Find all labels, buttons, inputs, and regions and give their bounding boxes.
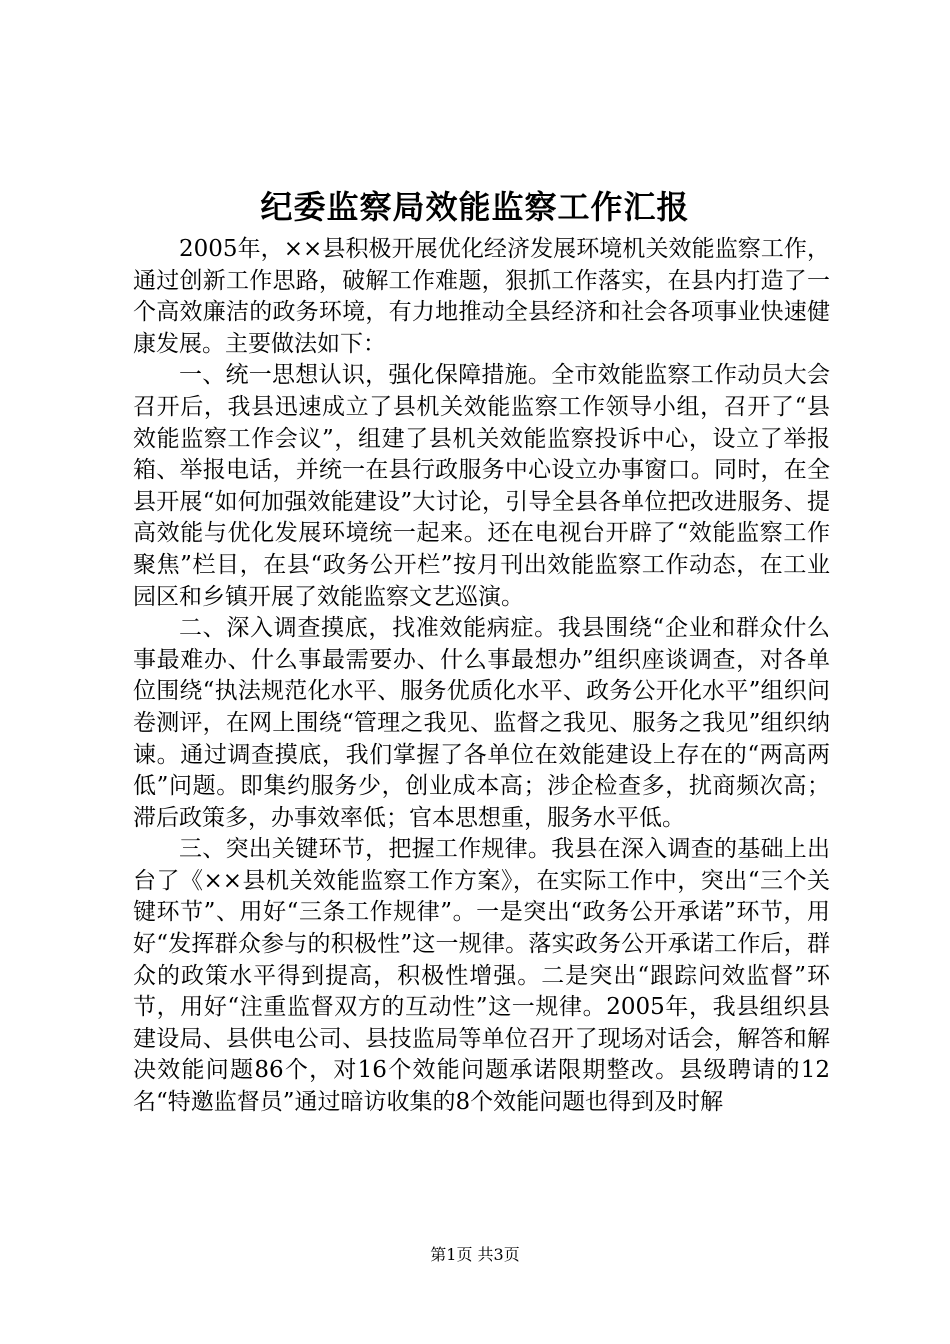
document-title: 纪委监察局效能监察工作汇报 <box>260 188 690 226</box>
page-number-footer: 第1页 共3页 <box>430 1245 520 1264</box>
paragraph-intro: 2005年，××县积极开展优化经济发展环境机关效能监察工作，通过创新工作思路，破解工作难题，狠抓工作落实，在县内打造了一个高效廉洁的政务环境，有力地推动全县经济和社会各项事业快速健康发展。主要做法如下： <box>133 236 830 357</box>
paragraph-section-3: 三、突出关键环节，把握工作规律。我县在深入调查的基础上出台了《××县机关效能监察工作方案》，在实际工作中，突出“三个关键环节”、用好“三条工作规律”。一是突出“政务公开承诺”环节，用好“发挥群众参与的积极性”这一规律。落实政务公开承诺工作后，群众的政策水平得到提高，积极性增强。二是突出“跟踪问效监督”环节，用好“注重监督双方的互动性”这一规律。2005年，我县组织县建设局、县供电公司、县技监局等单位召开了现场对话会，解答和解决效能问题86个，对16个效能问题承诺限期整改。县级聘请的12名“特邀监督员”通过暗访收集的8个效能问题也得到及时解 <box>133 836 830 1116</box>
document-body <box>133 234 830 1119</box>
paragraph-section-1: 一、统一思想认识，强化保障措施。全市效能监察工作动员大会召开后，我县迅速成立了县机关效能监察工作领导小组，召开了“县效能监察工作会议”，组建了县机关效能监察投诉中心，设立了举报箱、举报电话，并统一在县行政服务中心设立办事窗口。同时，在全县开展“如何加强效能建设”大讨论，引导全县各单位把改进服务、提高效能与优化发展环境统一起来。还在电视台开辟了“效能监察工作聚焦”栏目，在县“政务公开栏”按月刊出效能监察工作动态，在工业园区和乡镇开展了效能监察文艺巡演。 <box>133 362 830 610</box>
paragraph-section-2: 二、深入调查摸底，找准效能病症。我县围绕“企业和群众什么事最难办、什么事最需要办、什么事最想办”组织座谈调查，对各单位围绕“执法规范化水平、服务优质化水平、政务公开化水平”组织问卷测评，在网上围绕“管理之我见、监督之我见、服务之我见”组织纳谏。通过调查摸底，我们掌握了各单位在效能建设上存在的“两高两低”问题。即集约服务少，创业成本高；涉企检查多，扰商频次高；滞后政策多，办事效率低；官本思想重，服务水平低。 <box>133 615 830 831</box>
